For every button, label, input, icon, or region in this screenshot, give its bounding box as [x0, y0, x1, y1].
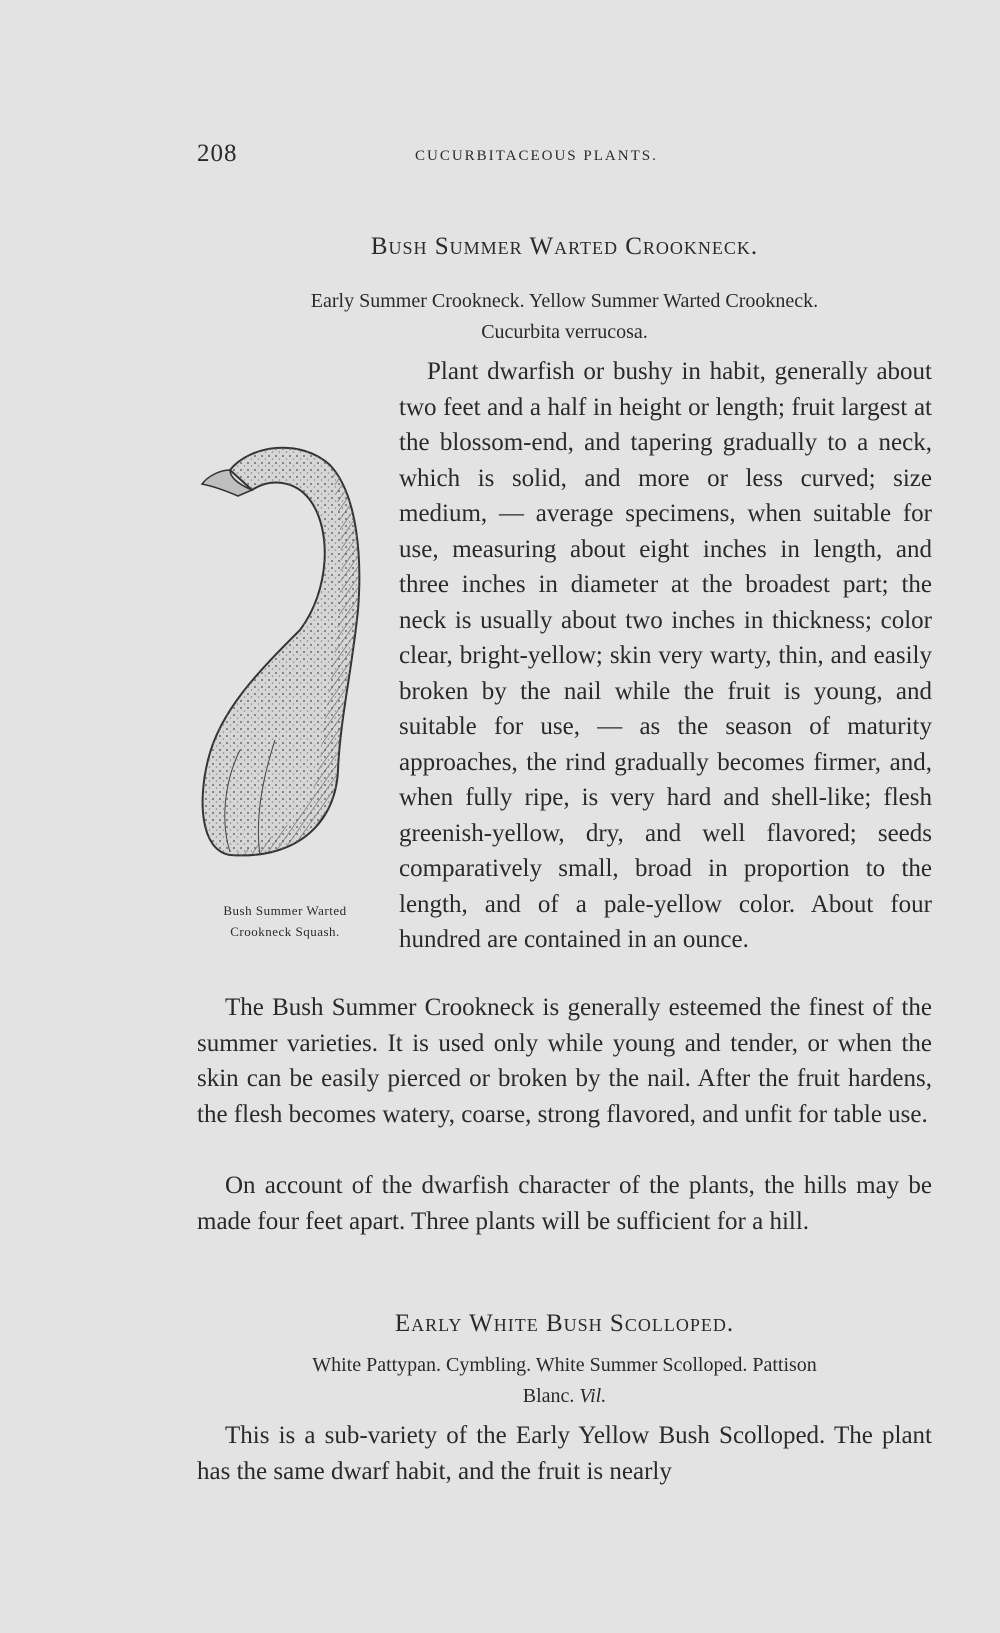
synonyms-bush-summer-crookneck [197, 286, 932, 348]
synonym-blanc: Blanc. [522, 1385, 575, 1407]
synonym-list: Early Summer Crookneck. Yellow Summer Warted Crookneck. [310, 290, 819, 312]
latin-name: Cucurbita verrucosa. [481, 321, 648, 343]
figure-caption-line-1: Bush Summer Warted [223, 903, 347, 918]
paragraph-description-text: Plant dwarfish or bushy in habit, generally about two feet and a half in height or length; fruit largest at the blossom-end, and tapering gradually to a neck, which is solid, and more or less curved; size medium, — average specimens, when suitable for use, measuring about eight inches in length, and three inches in diameter at the broadest part; the neck is usually about two inches in thickness; color clear, bright-yellow; skin very warty, thin, and easily broken by the nail while the fruit is young, and suitable for use, — as the season of maturity approaches, the rind gradually becomes firmer, and, when fully ripe, is very hard and shell-like; flesh greenish-yellow, dry, and well flavored; seeds comparatively small, broad in proportion to the length, and of a pale-yellow color. About four hundred are contained in an ounce. [399, 358, 932, 953]
page-number: 208 [197, 140, 238, 167]
paragraph-planting: On account of the dwarfish character of the plants, the hills may be made four feet apart. Three plants will be sufficient for a hill. [197, 1172, 932, 1235]
section-title-early-white-bush-scolloped: Early White Bush Scolloped. [394, 1310, 735, 1337]
crookneck-squash-illustration [190, 440, 380, 890]
synonym-abbrev: Vil. [579, 1385, 607, 1407]
paragraph-usage: The Bush Summer Crookneck is generally esteemed the finest of the summer varieties. It is used only while young and tender, or when the skin can be easily pierced or broken by the nail. After the fruit hardens, the flesh becomes watery, coarse, strong flavored, and unfit for table use. [197, 994, 932, 1128]
running-head: CUCURBITACEOUS PLANTS. [415, 148, 658, 164]
synonym-list-line-2 [197, 1381, 932, 1412]
page-header [197, 140, 932, 172]
paragraph-white-bush-description: This is a sub-variety of the Early Yellow Bush Scolloped. The plant has the same dwarf habit, and the fruit is nearly [197, 1422, 932, 1485]
section-title-bush-summer-crookneck: Bush Summer Warted Crookneck. [370, 233, 759, 260]
figure-caption-line-2: Crookneck Squash. [230, 924, 340, 939]
synonym-list-line-1: White Pattypan. Cymbling. White Summer Scolloped. Pattison [312, 1354, 817, 1376]
synonyms-early-white-bush-scolloped [197, 1350, 932, 1412]
figure-caption [190, 900, 380, 942]
